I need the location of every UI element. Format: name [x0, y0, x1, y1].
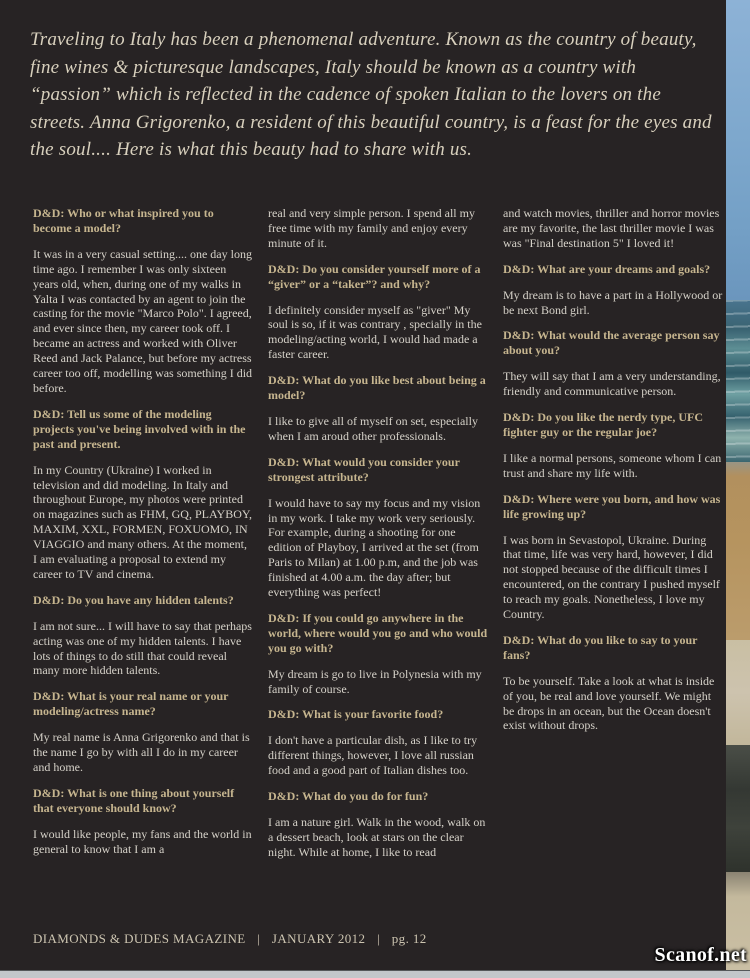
answer-paragraph: I would like people, my fans and the world in general to know that I am a: [33, 826, 252, 856]
answer-paragraph: I am not sure... I will have to say that perhaps acting was one of my hidden talents. I have lots of things to do still that could reveal many more hidden talents.: [33, 618, 252, 678]
answer-paragraph: I would have to say my focus and my vision in my work. I take my work very seriously. For example, during a shooting for one edition of Playboy, I arrived at the set (from Paris to Milan) at 1.00 p.m, and the job was finished at 4.00 a.m. the day after; but everything was perfect!: [268, 495, 481, 600]
beach-photo-pale-sand: [726, 640, 750, 745]
answer-paragraph: I like to give all of myself on set, especially when I am aroud other professionals.: [268, 413, 478, 443]
question-heading: D&D: What do you like best about being a model?: [268, 373, 486, 403]
question-heading: D&D: What would the average person say about you?: [503, 328, 720, 358]
beach-photo-sky: [726, 0, 750, 300]
answer-paragraph: I like a normal persons, someone whom I can trust and share my life with.: [503, 450, 722, 480]
answer-paragraph: To be yourself. Take a look at what is inside of you, be real and love yourself. We might be drops in an ocean, but the Ocean doesn't exist without drops.: [503, 673, 715, 733]
answer-paragraph: In my Country (Ukraine) I worked in television and did modeling. In Italy and throughout Europe, my photos were printed on magazines such as FHM, GQ, PLAYBOY, MAXIM, XXL, FORMEN, FOXUOMO, IN VIAGGIO and many others. At the moment, I am evaluating a proposal to extend my career to TV and cinema.: [33, 462, 252, 581]
footer-issue-date: JANUARY 2012: [271, 931, 366, 946]
answer-paragraph: I am a nature girl. Walk in the wood, walk on a dessert beach, look at stars on the clear night. While at home, I like to read: [268, 815, 486, 859]
scan-edge-strip: [0, 970, 750, 978]
scanof-watermark: Scanof.net: [654, 944, 747, 966]
footer-page-number: pg. 12: [391, 931, 427, 946]
answer-paragraph: My real name is Anna Grigorenko and that is the name I go by with all I do in my career and home.: [33, 730, 250, 774]
interview-column-3: [503, 206, 723, 928]
answer-paragraph: I was born in Sevastopol, Ukraine. During that time, life was very hard, however, I did not stopped because of the difficult times I encountered, on the contrary I pushed myself to reach my goals. Nonetheless, I love my Country.: [503, 532, 720, 622]
answer-paragraph: My dream is to have a part in a Hollywood or be next Bond girl.: [503, 287, 723, 317]
answer-paragraph: and watch movies, thriller and horror movies are my favorite, the last thriller movie I was was "Final destination 5" I loved it!: [503, 206, 720, 250]
answer-paragraph: My dream is go to live in Polynesia with my family of course.: [268, 666, 482, 696]
footer-separator: |: [257, 931, 261, 946]
question-heading: D&D: What do you do for fun?: [268, 789, 429, 804]
intro-paragraph: Traveling to Italy has been a phenomenal adventure. Known as the country of beauty, fine wines & picturesque landscapes, Italy should be known as a country with “passion” which is reflected in the cadence of spoken Italian to the lovers on the streets. Anna Grigorenko, a resident of this beautiful country, is a feast for the eyes and the soul.... Here is what this beauty had to share with us.: [30, 29, 712, 160]
question-heading: D&D: What is your favorite food?: [268, 707, 444, 722]
question-heading: D&D: What do you like to say to your fans?: [503, 632, 698, 662]
answer-paragraph: They will say that I am a very understanding, friendly and communicative person.: [503, 369, 721, 399]
footer-separator: |: [377, 931, 381, 946]
question-heading: D&D: What is one thing about yourself that everyone should know?: [33, 785, 235, 815]
question-heading: D&D: Tell us some of the modeling projects you've being involved with in the past and present.: [33, 406, 246, 451]
question-heading: D&D: Who or what inspired you to become a model?: [33, 206, 214, 235]
interview-column-2: [268, 206, 488, 928]
answer-paragraph: I definitely consider myself as "giver" My soul is so, if it was contrary , specially in the modeling/acting world, I would had made a faster career.: [268, 302, 482, 362]
beach-photo-rocks: [726, 745, 750, 872]
page-footer: [33, 931, 427, 947]
interview-column-1: [33, 206, 253, 928]
answer-paragraph: I don't have a particular dish, as I like to try different things, however, I love all russian food and a good part of Italian dishes too.: [268, 733, 478, 778]
beach-photo-sea-waves: [726, 300, 750, 462]
interview-columns: [33, 206, 723, 928]
answer-paragraph: real and very simple person. I spend all my free time with my family and enjoy every minute of it.: [268, 206, 475, 250]
beach-photo-sand: [726, 462, 750, 640]
question-heading: D&D: Where were you born, and how was life growing up?: [503, 491, 721, 521]
question-heading: D&D: Do you consider yourself more of a “giver” or a “taker”? and why?: [268, 261, 481, 291]
question-heading: D&D: If you could go anywhere in the world, where would you go and who would you go with?: [268, 610, 488, 655]
answer-paragraph: It was in a very casual setting.... one day long time ago. I remember I was only sixteen years old, when, during one of my walks in Yalta I was contacted by an agent to join the casting for the movie "Marco Polo". I agreed, and ever since then, my career took off. I became an actress and worked with Oliver Reed and Jack Palance, but before my actress career too off, modelling was something I did before.: [33, 246, 253, 395]
footer-magazine-title: DIAMONDS & DUDES MAGAZINE: [33, 931, 246, 946]
question-heading: D&D: What is your real name or your modeling/actress name?: [33, 689, 229, 719]
question-heading: D&D: What would you consider your strongest attribute?: [268, 454, 460, 484]
beach-photo: [726, 0, 750, 971]
question-heading: D&D: What are your dreams and goals?: [503, 261, 711, 276]
question-heading: D&D: Do you have any hidden talents?: [33, 592, 234, 607]
question-heading: D&D: Do you like the nerdy type, UFC fighter guy or the regular joe?: [503, 410, 703, 439]
